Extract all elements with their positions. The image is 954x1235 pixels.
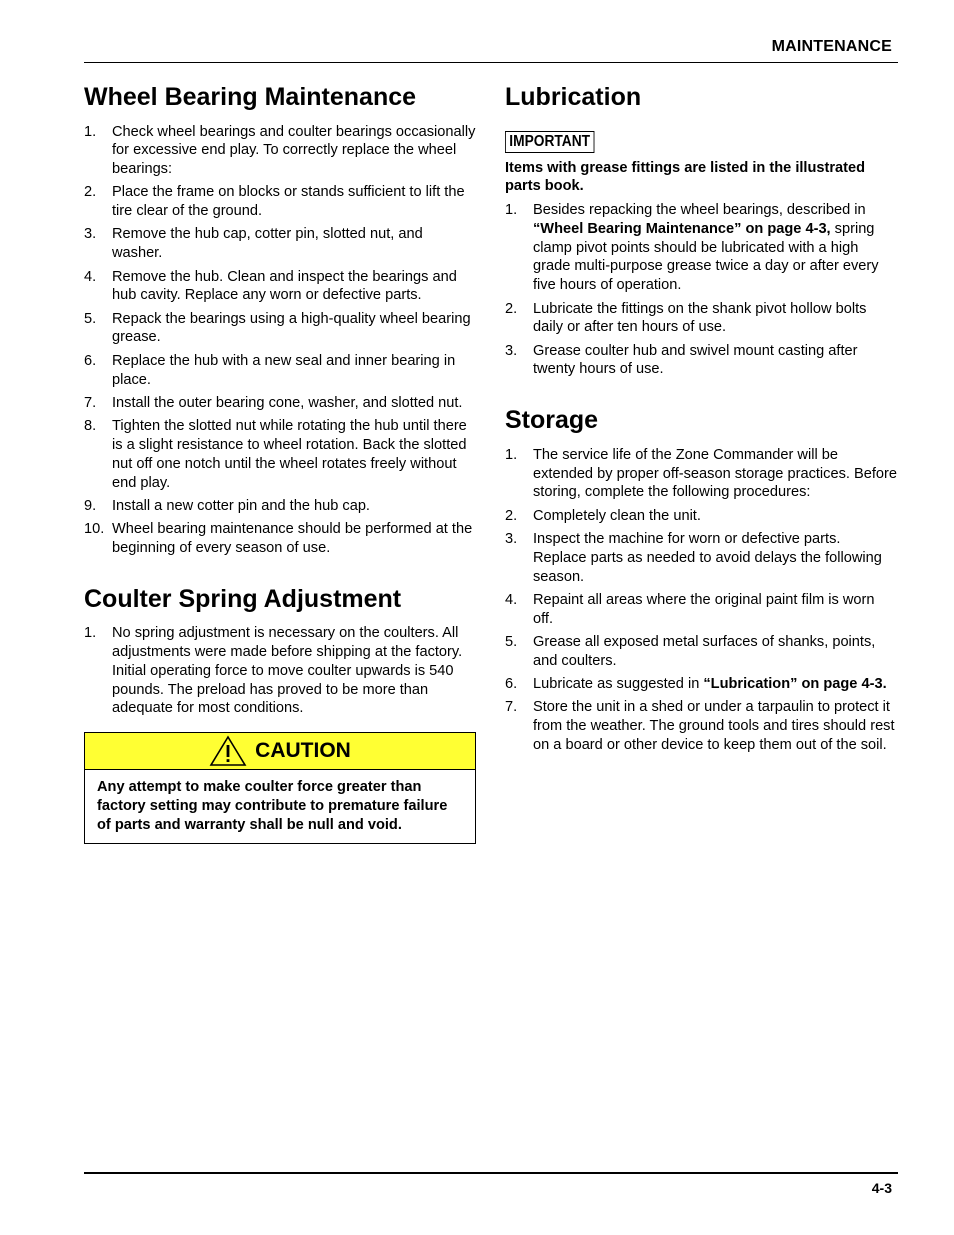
step-text: Replace the hub with a new seal and inner bearing in place. <box>112 352 456 388</box>
step-number: 2. <box>505 300 518 317</box>
step-number: 5. <box>84 310 97 327</box>
list-item <box>84 352 476 390</box>
step-number: 1. <box>84 625 97 642</box>
step-number: 1. <box>505 446 518 463</box>
lubrication-heading: Lubrication <box>505 83 642 111</box>
step-number: 5. <box>505 633 518 650</box>
list-item <box>505 633 897 671</box>
step-text: Lubricate as suggested in <box>533 676 704 693</box>
step-number: 6. <box>505 676 518 693</box>
step-number: 10. <box>84 521 105 538</box>
wheel-bearing-heading: Wheel Bearing Maintenance <box>84 83 417 111</box>
step-text: Install a new cotter pin and the hub cap. <box>112 497 370 514</box>
coulter-spring-steps <box>84 624 476 718</box>
left-column <box>84 84 476 844</box>
step-number: 1. <box>505 202 518 219</box>
step-text: spring clamp pivot points should be lubricated with a high grade multi-purpose grease twice a day or after every five hours of operation. <box>533 220 879 294</box>
step-number: 7. <box>505 699 518 716</box>
footer-rule <box>84 1172 898 1174</box>
step-text: Remove the hub. Clean and inspect the bearings and hub cavity. Replace any worn or defective parts. <box>112 268 457 304</box>
right-column <box>505 84 897 759</box>
list-item <box>505 507 897 526</box>
step-text: Inspect the machine for worn or defective parts. Replace parts as needed to avoid delays the following season. <box>533 530 882 585</box>
step-number: 8. <box>84 418 97 435</box>
step-text: Remove the hub cap, cotter pin, slotted nut, and washer. <box>112 226 423 262</box>
header-rule <box>84 62 898 63</box>
step-text: Store the unit in a shed or under a tarpaulin to protect it from the weather. The ground tools and tires should rest on a board or other device to keep them out of the soil. <box>533 699 895 753</box>
list-item <box>84 268 476 306</box>
caution-header <box>85 733 475 770</box>
step-text: Wheel bearing maintenance should be performed at the beginning of every season of use. <box>112 521 473 556</box>
step-number: 2. <box>84 184 97 201</box>
list-item <box>505 591 897 629</box>
step-number: 2. <box>505 507 518 524</box>
caution-label: CAUTION <box>255 739 351 763</box>
step-number: 7. <box>84 394 97 411</box>
lubrication-steps <box>505 201 897 379</box>
important-badge: IMPORTANT <box>505 131 594 153</box>
step-number: 1. <box>84 123 97 140</box>
list-item <box>505 300 897 338</box>
step-text: Besides repacking the wheel bearings, described in <box>533 202 866 219</box>
header-section-label: MAINTENANCE <box>771 38 892 55</box>
step-text: Repack the bearings using a high-quality wheel bearing grease. <box>112 310 471 346</box>
list-item <box>84 520 476 558</box>
list-item <box>84 497 476 516</box>
cross-reference-link[interactable]: “Wheel Bearing Maintenance” on page 4-3, <box>533 220 831 237</box>
list-item <box>84 417 476 492</box>
important-note: Items with grease fittings are listed in the illustrated parts book. <box>505 159 866 195</box>
caution-text: Any attempt to make coulter force greater than factory setting may contribute to premature failure of parts and warranty shall be null and void. <box>97 779 448 833</box>
list-item <box>84 225 476 263</box>
storage-steps <box>505 446 897 755</box>
list-item <box>84 183 476 221</box>
list-item <box>84 624 476 718</box>
caution-box <box>84 732 476 843</box>
step-number: 3. <box>84 226 97 243</box>
step-number: 4. <box>84 268 97 285</box>
list-item <box>505 530 897 586</box>
step-text: Lubricate the fittings on the shank pivot hollow bolts daily or after ten hours of use. <box>533 300 867 336</box>
step-text: Repaint all areas where the original paint film is worn off. <box>533 591 875 627</box>
warning-triangle-icon <box>209 735 247 767</box>
step-text: Check wheel bearings and coulter bearings occasionally for excessive end play. To correctly replace the wheel bearings: <box>112 123 476 178</box>
step-number: 6. <box>84 352 97 369</box>
step-text: Place the frame on blocks or stands sufficient to lift the tire clear of the ground. <box>112 184 465 220</box>
list-item <box>505 342 897 380</box>
cross-reference-link[interactable]: “Lubrication” on page 4-3. <box>703 676 887 693</box>
list-item <box>505 446 897 502</box>
storage-heading: Storage <box>505 406 599 435</box>
step-text: No spring adjustment is necessary on the coulters. All adjustments were made before shipping at the factory. Initial operating force to move coulter upwards is 540 pounds. The preload has proved to be more than adequate for most conditions. <box>112 625 463 717</box>
list-item <box>84 310 476 348</box>
list-item <box>505 201 897 295</box>
step-text: Grease coulter hub and swivel mount casting after twenty hours of use. <box>533 342 858 378</box>
step-number: 3. <box>505 530 518 547</box>
step-text: Tighten the slotted nut while rotating the hub until there is a slight resistance to wheel rotation. Back the slotted nut off one notch until the wheel rotates freely without end play. <box>112 418 467 491</box>
step-text: Grease all exposed metal surfaces of shanks, points, and coulters. <box>533 633 876 669</box>
wheel-bearing-steps <box>84 123 476 558</box>
step-text: Install the outer bearing cone, washer, and slotted nut. <box>112 394 463 411</box>
list-item <box>84 394 476 413</box>
step-number: 3. <box>505 342 518 359</box>
step-number: 4. <box>505 591 518 608</box>
list-item <box>505 675 897 694</box>
list-item <box>84 123 476 179</box>
step-text: Completely clean the unit. <box>533 507 701 524</box>
coulter-spring-heading: Coulter Spring Adjustment <box>84 584 402 613</box>
step-text: The service life of the Zone Commander will be extended by proper off-season storage practices. Before storing, complete the following procedures: <box>533 446 897 501</box>
page-number: 4-3 <box>871 1180 892 1196</box>
step-number: 9. <box>84 497 97 514</box>
list-item <box>505 698 897 754</box>
